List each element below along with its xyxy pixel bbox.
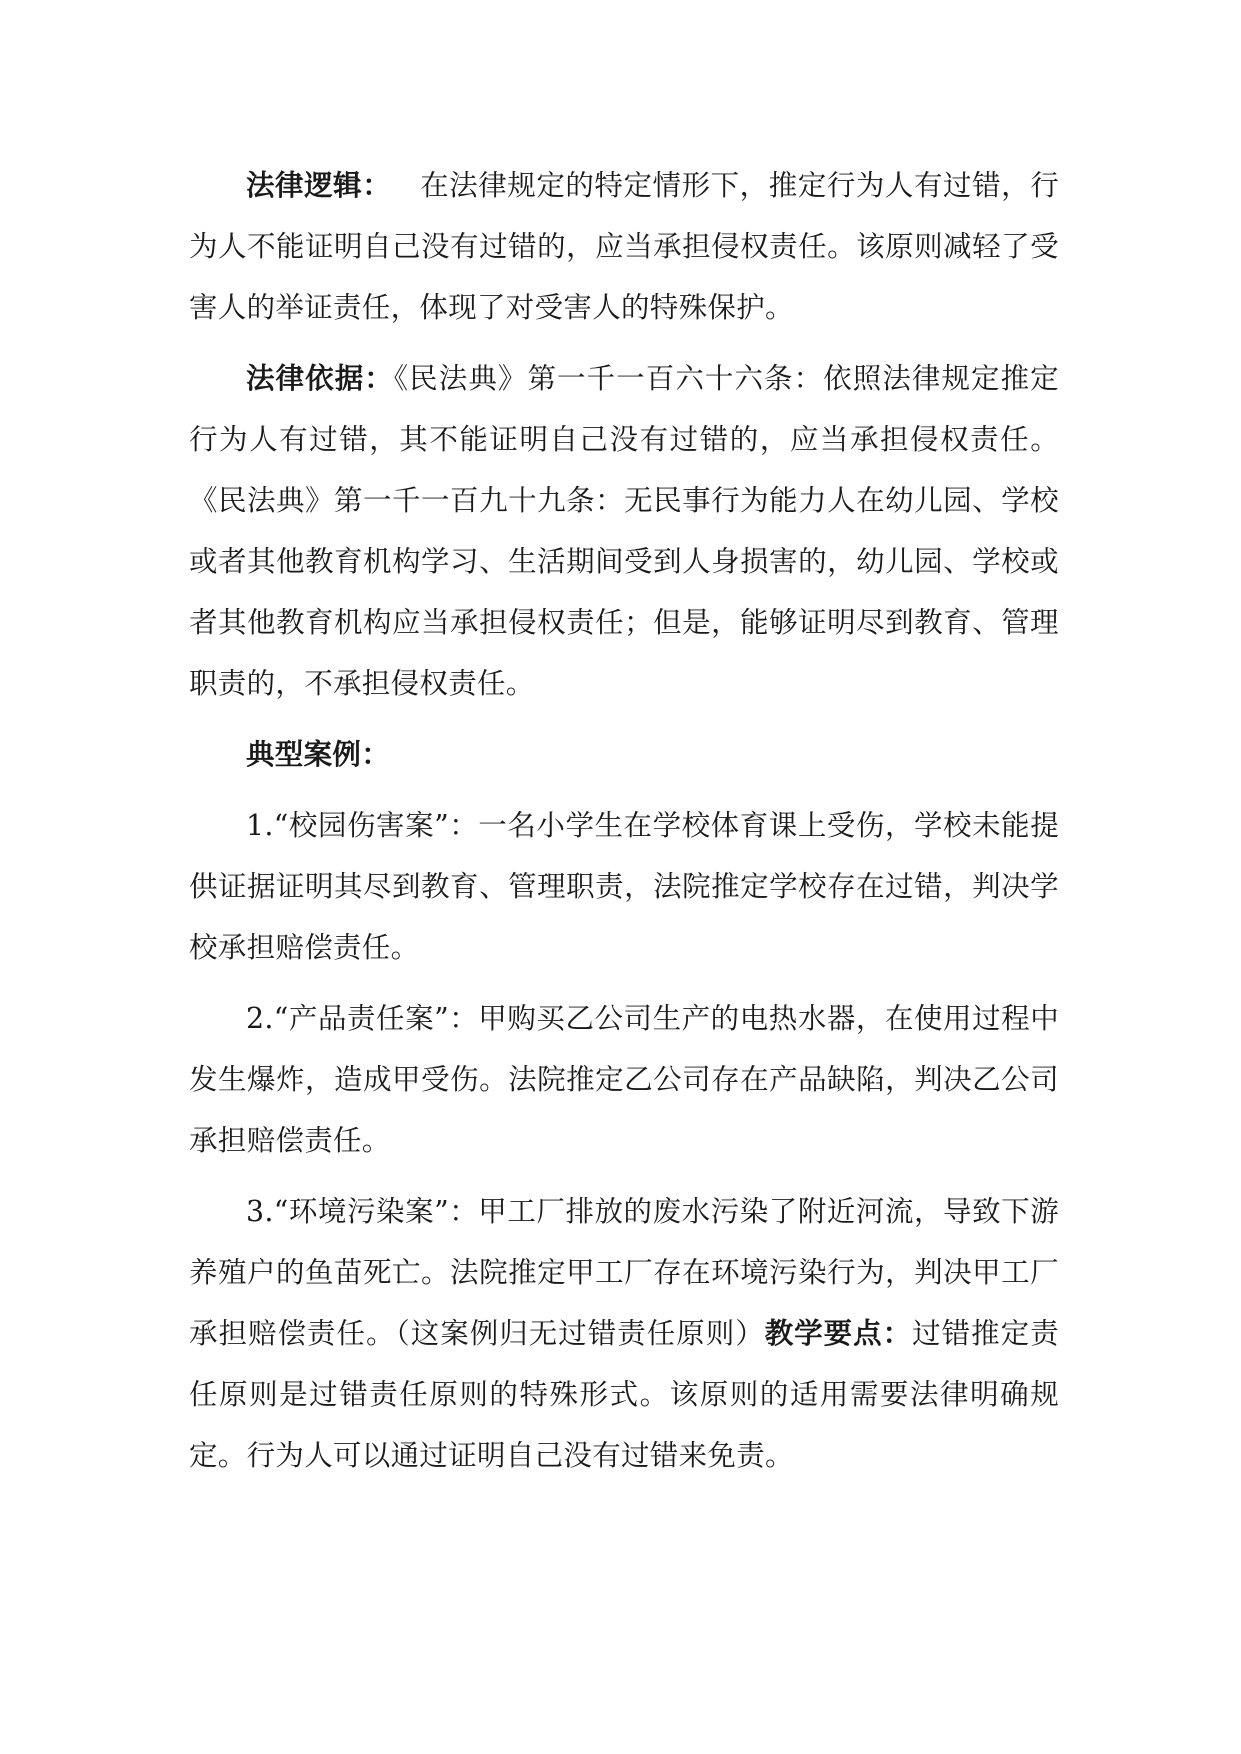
case-1-text: 1.“校园伤害案”：一名小学生在学校体育课上受伤，学校未能提供证据证明其尽到教育、管理职责，法院推定学校存在过错，判决学校承担赔偿责任。 [189, 809, 1059, 964]
case-item-2 [189, 988, 1059, 1171]
legal-logic-text: 在法律规定的特定情形下，推定行为人有过错，行为人不能证明自己没有过错的，应当承担侵权责任。该原则减轻了受害人的举证责任，体现了对受害人的特殊保护。 [189, 169, 1059, 324]
typical-cases-heading-paragraph [189, 724, 1059, 785]
document-page [189, 155, 1059, 1486]
case-item-1 [189, 795, 1059, 978]
legal-basis-label: 法律依据： [246, 362, 394, 395]
legal-basis-text: 《民法典》第一千一百六十六条：依照法律规定推定行为人有过错，其不能证明自己没有过错的，应当承担侵权责任。《民法典》第一千一百九十九条：无民事行为能力人在幼儿园、学校或者其他教育机构学习、生活期间受到人身损害的，幼儿园、学校或者其他教育机构应当承担侵权责任；但是，能够证明尽到教育、管理职责的，不承担侵权责任。 [189, 362, 1059, 700]
legal-logic-label: 法律逻辑： [246, 169, 392, 202]
case-item-3 [189, 1181, 1059, 1486]
case-3-text: 3.“环境污染案”：甲工厂排放的废水污染了附近河流，导致下游养殖户的鱼苗死亡。法院推定甲工厂存在环境污染行为，判决甲工厂承担赔偿责任。（这案例归无过错责任原则） [189, 1195, 1059, 1350]
typical-cases-heading: 典型案例： [246, 738, 391, 771]
legal-logic-paragraph [189, 155, 1059, 338]
teaching-points-text: 过错推定责任原则是过错责任原则的特殊形式。该原则的适用需要法律明确规定。行为人可以通过证明自己没有过错来免责。 [189, 1317, 1059, 1472]
case-2-text: 2.“产品责任案”：甲购买乙公司生产的电热水器，在使用过程中发生爆炸，造成甲受伤。法院推定乙公司存在产品缺陷，判决乙公司承担赔偿责任。 [189, 1002, 1059, 1157]
teaching-points-label: 教学要点： [764, 1317, 913, 1350]
legal-basis-paragraph [189, 348, 1059, 714]
